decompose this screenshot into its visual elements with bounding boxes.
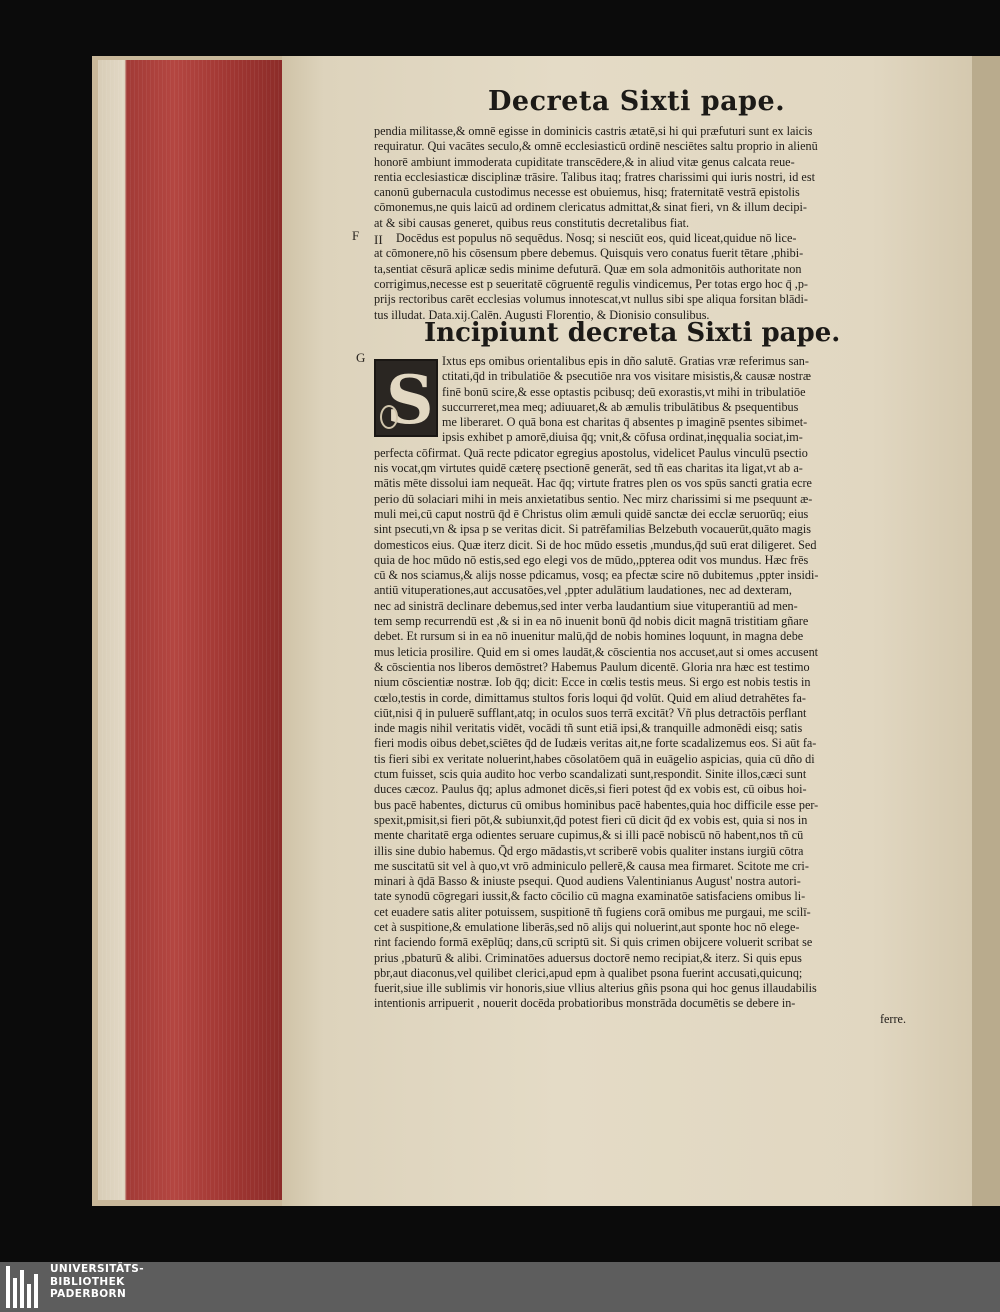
text-line: nis vocat,qm virtutes quidē cæterę psectionē generāt, sed tñ eas charitas ita ligat,vt ab a- <box>374 461 803 476</box>
initial-letter: S <box>386 361 434 439</box>
decree-text-block-2 <box>374 354 910 1027</box>
text-line: & cōscientia nos liberos demōstret? Habemus Paulum dicentē. Gloria nra hæc est testimo <box>374 659 810 674</box>
running-title: Decreta Sixti pape. <box>488 86 786 117</box>
text-line: pbr,aut diaconus,vel quilibet clerici,apud epm à qualibet psona fuerint accusati,quicunq; <box>374 965 803 980</box>
text-line: rint faciendo formā exēplūq; dans,cū scriptū sit. Si quis crimen obijcere voluerit scribat se <box>374 935 813 950</box>
text-line: mente charitatē erga odientes seruare cupimus,& si illi pacē nobiscū nō habent,nos tñ cū <box>374 828 804 843</box>
text-line: antiū vituperationes,aut accusatōes,vel ,ppter adulātium laudationes, nec ad dexteram, <box>374 583 792 598</box>
text-line: ciūt,nisi q̄ in puluerē sufflant,atq; in oculos suos terrā excitāt? Vñ plus detractōis perflant <box>374 705 807 720</box>
text-line: quia de hoc mūdo nō estis,sed ego elegi vos de mūdo,,ppterea odit vos mundus. Hæc frēs <box>374 552 809 567</box>
library-name <box>50 1263 144 1301</box>
text-line: me suscitatū sit vel à quo,vt vrō adminiculo pellerē,& causa mea firmaret. Scitote me cri- <box>374 858 809 873</box>
text-line: at cōmonere,nō his cōsensum pbere debemus. Quisquis vero conatus fuerit tētare ,phibi- <box>374 246 804 261</box>
margin-note-f: F <box>352 228 360 243</box>
text-line: pendia militasse,& omnē egisse in dominicis castris ætatē,si hi qui præfuturi sunt ex laicis <box>374 124 813 138</box>
text-line: Ixtus eps omibus orientalibus epis in dño salutē. Gratias vræ referimus san- <box>442 354 809 368</box>
red-page-edge <box>98 60 288 1200</box>
text-line: sint psecuti,vn & ipsa p se veritas dicit. Si patrēfamilias Belzebuth vocauerūt,quāto magis <box>374 522 811 537</box>
text-line: cœlo,testis in corde, dimittamus stultos foris loqui q̄d volūt. Quid em aliud detrahētes fa- <box>374 690 806 705</box>
text-line: bus pacē habentes, dicturus cū omibus hominibus pacē habentes,quia hoc difficile esse per- <box>374 797 819 812</box>
text-line: tus illudat. Data.xij.Calēn. Augusti Florentio, & Dionisio consulibus. <box>374 307 710 322</box>
next-page-edge <box>972 56 1000 1206</box>
text-line: cōmonemus,ne quis laicū ad ordinem clericatus admittat,& sinat fieri, vn & illum decipi- <box>374 200 807 215</box>
margin-note-ii: II <box>374 232 383 247</box>
text-line: spexit,pmisit,si fieri pōt,& subiunxit,q̄d potest fieri cū dicit q̄d ex vobis est, quia si nos in <box>374 812 808 827</box>
text-line: honorē ambiunt immoderata cupiditate transcēdere,& in aliud vitæ genus calcata reue- <box>374 154 795 169</box>
text-line: rentia ecclesiasticæ disciplinæ trāsire. Talibus itaq; fratres charissimi qui iuris nostri, id est <box>374 169 815 184</box>
text-line: succurreret,mea meq; adiuuaret,& ab æmulis tribulātibus & psequentibus <box>442 399 799 414</box>
library-name-line2: BIBLIOTHEK <box>50 1275 125 1288</box>
text-line: tem semp recurrendū est ,& si in ea nō inuenit bonū q̄d nobis dicit magnā tristitiam gñare <box>374 614 809 629</box>
text-line: debet. Et rursum si in ea nō inuenitur malū,q̄d de nobis homines loquunt, in magna debe <box>374 629 804 644</box>
text-line: fieri modis oibus debet,sciētes q̄d de Iudæis veritas ait,ne forte scadalizemus eos. Si aūt fa- <box>374 736 817 751</box>
text-line: cet à suspitione,& emulatione liberās,sed nō alijs qui noluerint,aut sponte hoc nō elege- <box>374 919 800 934</box>
text-line: requiratur. Qui vacātes seculo,& omnē ecclesiasticū ordinē nesciētes saltu proprio in alienū <box>374 139 818 154</box>
text-line: perio dū solaciari mihi in meis anxietatibus sentio. Nec mirz charissimi si me psequunt æ- <box>374 491 813 506</box>
text-line: cet euadere satis aliter potuissem, suspitionē tñ fugiens corā omibus me purgaui, me scilī- <box>374 904 811 919</box>
text-line: fuerit,siue ille sublimis vir honoris,siue vllius alterius gñis psona qui hoc genus illaudabilis <box>374 981 817 996</box>
library-logo-icon <box>6 1266 42 1308</box>
text-line: finē bonū scire,& esse optastis pcibusq; deū exorastis,vt mihi in tribulatiōe <box>442 384 806 399</box>
text-line: mātis mēte dissolui iam nequeāt. Hac q̄q; virtute fratres plen os vos spūs sancti gratia ecre <box>374 476 812 491</box>
text-line: canonū gubernacula custodimus necesse est obuiemus, hisq; fraternitatē vestrā epistolis <box>374 185 800 200</box>
text-line: illis sine dubio habemus. Q̄d ergo mādastis,vt scriberē vobis qualiter instans iurgiū cōtra <box>374 843 804 858</box>
text-line: corrigimus,necesse est p seueritatē cōgruentē regulis vindicemus, Per totas ergo hoc q̄ ,p- <box>374 276 808 291</box>
text-line: Docēdus est populus nō sequēdus. Nosq; si nesciūt eos, quid liceat,quidue nō lice- <box>396 231 797 246</box>
text-line: nec ad sinistrā declinare debemus,sed inter verba laudantium siue vituperantiū ad men- <box>374 598 798 613</box>
text-line: domesticos eius. Quæ iterz dicit. Si de hoc mūdo essetis ,mundus,q̄d suū erat diligeret. Sed <box>374 537 817 552</box>
text-line: ferre. <box>879 1011 906 1026</box>
text-line: at & sibi causas generet, quibus reus constitutis decretalibus fiat. <box>374 215 690 230</box>
text-line: tis fieri sibi ex veritate noluerint,habes cōsolatōem quā in euāgelio aspicias, quia cū dño di <box>374 751 815 766</box>
text-line: mus leticia prosilire. Quid em si omes laudāt,& cōscientia nos accuset,aut si omes accusent <box>374 644 819 659</box>
margin-note-g: G <box>356 350 366 365</box>
text-line: intentionis arripuerit , nouerit docēda probatioribus monstrāda documētis se debere in- <box>374 996 796 1011</box>
text-line: ipsis exhibet p amorē,diuisa q̄q; vnit,& cōfusa ordinat,inęqualia sociat,im- <box>442 430 803 445</box>
text-line: ta,sentiat cēsurā aplicæ sedis minime defuturā. Quæ em sola admonitōis authoritate non <box>374 261 802 276</box>
text-line: perfecta cōfirmat. Quā recte pdicator egregius apostolus, videlicet Paulus vinculū psectio <box>374 445 808 460</box>
text-line: ctum fuisset, scis quia audito hoc verbo scandalizati sunt,respondit. Sinite illos,cæci sunt <box>374 767 807 782</box>
footer-bar <box>0 1262 1000 1312</box>
library-name-line1: UNIVERSITÄTS- <box>50 1263 145 1275</box>
library-name-line3: PADERBORN <box>50 1288 127 1300</box>
text-line: ctitati,q̄d in tribulatiōe & psecutiōe nra vos visitare misistis,& causæ nostræ <box>442 369 811 384</box>
text-line: cū & nos sciamus,& alijs nosse pdicamus, vosq; ea pfectæ scire nō dubitemus ,ppter insidi- <box>374 568 819 583</box>
text-line: me liberaret. O quā bona est charitas q̄ absentes p imaginē psentes sibimet- <box>442 415 808 430</box>
text-line: muli mei,cū caput nostrū q̄d ē Christus olim æmuli quidē sanctæ dei ecclæ seruorūq; eius <box>374 506 809 521</box>
section-heading: Incipiunt decreta Sixti pape. <box>424 318 841 348</box>
decree-text-block-1 <box>374 124 910 323</box>
text-line: prius ,pbaturū & alibi. Criminatōes aduersus doctorē nemo recipiat,& iterz. Si quis epus <box>374 950 802 965</box>
text-line: minari à q̄dā Basso & iniuste psequi. Quod audiens Valentinianus August' nostra autori- <box>374 874 801 889</box>
text-line: inde magis nihil veritatis vidēt, vocādi tñ sunt etiā ipsi,& tranquille admonēdi eisq; satis <box>374 721 803 736</box>
text-line: tate synodū cōgregari iussit,& facto cōcilio cū magna examinatōe satisfaciens omibus li- <box>374 889 806 904</box>
text-line: duces cæcoz. Paulus q̄q; aplus admonet dicēs,si fieri potest q̄d ex vobis est, cū oibus hoi- <box>374 782 807 797</box>
text-line: nium cōscientiæ nostræ. Iob q̄q; dicit: Ecce in cœlis testis meus. Si ergo est nobis testis in <box>374 675 811 690</box>
text-line: prijs rectoribus carēt ecclesias volumus innotescat,vt nullus sibi spe aliqua forsitan blādi- <box>374 292 808 307</box>
